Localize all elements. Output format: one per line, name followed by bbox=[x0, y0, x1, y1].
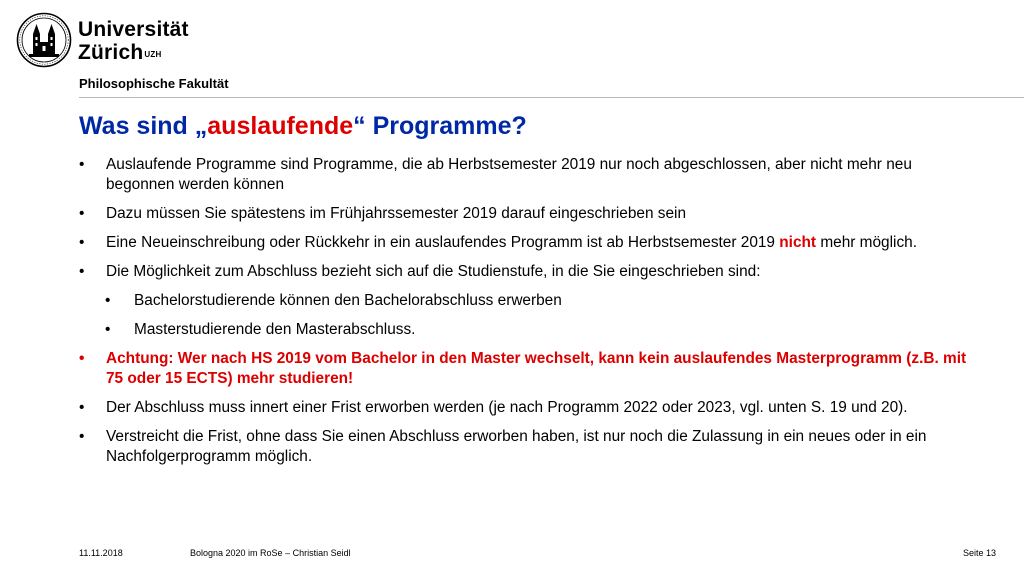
slide-title bbox=[79, 112, 527, 141]
bullet-text-pre: Eine Neueinschreibung oder Rückkehr in ein auslaufendes Programm ist ab Herbstsemester 2019 bbox=[106, 234, 780, 251]
university-logo bbox=[16, 12, 196, 74]
logo-wordmark-line2 bbox=[78, 41, 189, 64]
bullet-item bbox=[79, 398, 979, 418]
title-accent: auslaufende bbox=[207, 112, 354, 140]
bullet-text-highlight: nicht bbox=[779, 234, 817, 251]
sub-bullet-item bbox=[79, 291, 979, 311]
bullet-glyph: • bbox=[105, 292, 111, 309]
sub-bullet-item bbox=[79, 320, 979, 340]
faculty-name: Philosophische Fakultät bbox=[79, 76, 229, 91]
bullet-text: Bachelorstudierende können den Bachelorabschluss erwerben bbox=[134, 292, 562, 309]
bullet-list bbox=[79, 155, 979, 476]
bullet-text: Masterstudierende den Masterabschluss. bbox=[134, 321, 416, 338]
logo-wordmark-superscript: UZH bbox=[144, 50, 162, 59]
logo-wordmark-line1: Universität bbox=[78, 18, 189, 41]
title-suffix: “ Programme? bbox=[353, 112, 527, 140]
bullet-glyph: • bbox=[79, 428, 85, 445]
bullet-text: Dazu müssen Sie spätestens im Frühjahrssemester 2019 darauf eingeschrieben sein bbox=[106, 205, 687, 222]
bullet-glyph: • bbox=[79, 263, 85, 280]
footer-date: 11.11.2018 bbox=[79, 548, 123, 558]
bullet-glyph: • bbox=[79, 205, 85, 222]
bullet-text-post: mehr möglich. bbox=[816, 234, 917, 251]
bullet-item bbox=[79, 233, 979, 253]
bullet-glyph: • bbox=[79, 399, 85, 416]
bullet-glyph: • bbox=[79, 350, 85, 367]
bullet-text: Auslaufende Programme sind Programme, die ab Herbstsemester 2019 nur noch abgeschlossen, aber nicht mehr neu begonnen werden können bbox=[106, 156, 912, 193]
bullet-glyph: • bbox=[105, 321, 111, 338]
warning-bullet-item bbox=[79, 349, 979, 389]
footer-presentation-title: Bologna 2020 im RoSe – Christian Seidl bbox=[190, 548, 351, 558]
bullet-text: Verstreicht die Frist, ohne dass Sie einen Abschluss erworben haben, ist nur noch die Zulassung in ein neues oder in ein Nachfolgerprogramm möglich. bbox=[106, 428, 927, 465]
bullet-item bbox=[79, 204, 979, 224]
bullet-text: Die Möglichkeit zum Abschluss bezieht sich auf die Studienstufe, in die Sie eingeschrieben sind: bbox=[106, 263, 761, 280]
bullet-item bbox=[79, 262, 979, 282]
bullet-glyph: • bbox=[79, 156, 85, 173]
bullet-item bbox=[79, 427, 979, 467]
bullet-item bbox=[79, 155, 979, 195]
header-divider bbox=[79, 97, 1024, 98]
title-prefix: Was sind „ bbox=[79, 112, 208, 140]
bullet-text: Achtung: Wer nach HS 2019 vom Bachelor in den Master wechselt, kann kein auslaufendes Masterprogramm (z.B. mit 75 oder 15 ECTS) mehr studieren! bbox=[106, 350, 967, 387]
logo-wordmark-city: Zürich bbox=[78, 41, 144, 64]
university-seal-icon bbox=[16, 12, 72, 68]
footer-page-number: Seite 13 bbox=[962, 548, 996, 558]
bullet-glyph: • bbox=[79, 234, 85, 251]
bullet-text: Der Abschluss muss innert einer Frist erworben werden (je nach Programm 2022 oder 2023, vgl. unten S. 19 und 20). bbox=[106, 399, 908, 416]
